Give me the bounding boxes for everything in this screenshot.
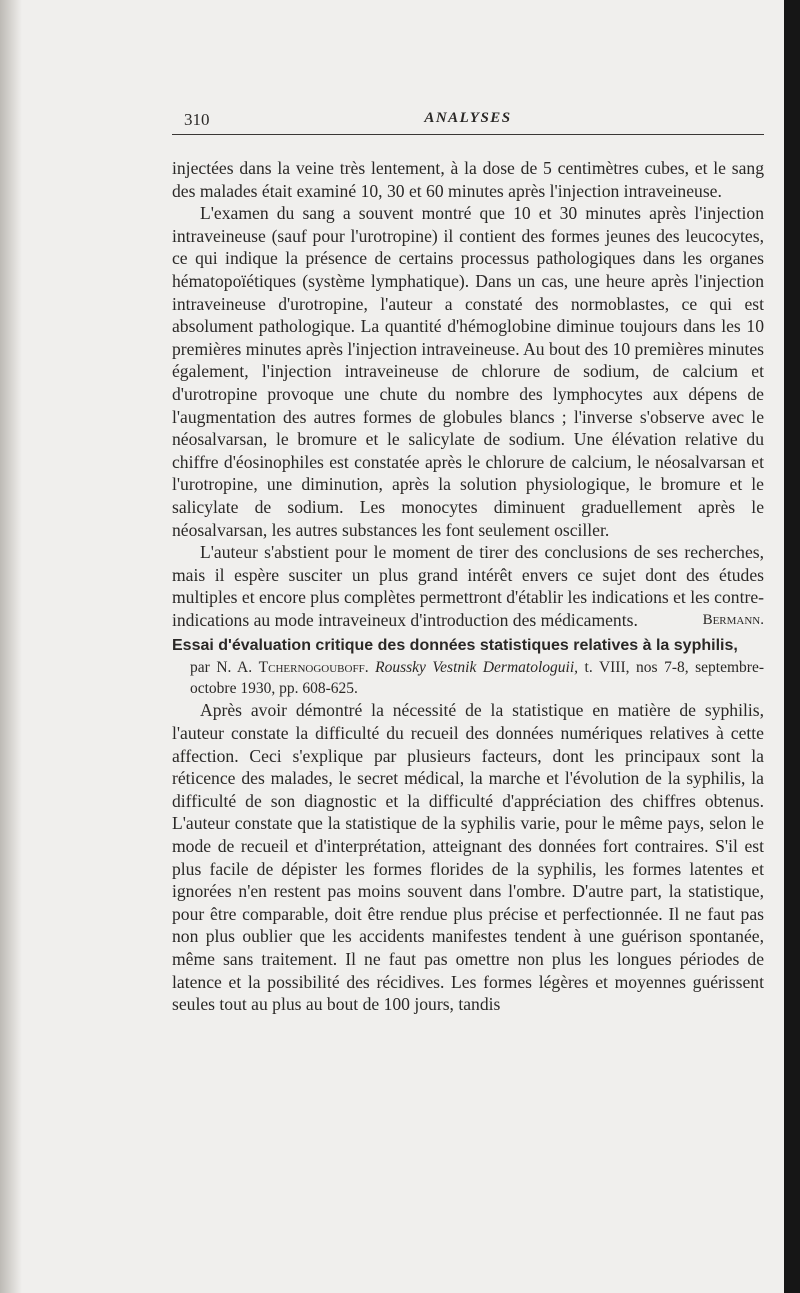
citation-details: t. VIII, nos 7-8, septembre-octobre 1930, pp. 608-625. — [190, 659, 764, 698]
page-edge — [784, 0, 800, 1293]
article-title: Essai d'évaluation critique des données statistiques relatives à la syphilis, — [172, 637, 738, 655]
paragraph-conclusion: L'auteur s'abstient pour le moment de tirer des conclusions de ses recherches, mais il espère susciter un plus grand intérêt envers ce sujet dont des études multiples et encore plus complètes permettront d'établir les indications et les contre-indications au mode intraveineux d'introduction des médicaments. — [172, 542, 764, 630]
page-body — [172, 157, 764, 1016]
page-number: 310 — [184, 110, 210, 129]
paragraph: L'examen du sang a souvent montré que 10 et 30 minutes après l'injection intraveineuse (sauf pour l'urotropine) il contient des formes jeunes des leucocytes, ce qui indique la présence de certains processus pathologiques dans les organes hématopoïétiques (système lymphatique). Dans un cas, une heure après l'injection intraveineuse d'urotropine, l'auteur a constaté des normoblastes, ce qui est absolument pathologique. La quantité d'hémoglobine diminue toujours dans les 10 premières minutes après l'injection intraveineuse. Au bout des 10 premières minutes également, l'injection intraveineuse de chlorure de sodium, de calcium et d'urotropine provoque une chute du nombre des lymphocytes aux dépens de l'augmentation des autres formes de globules blancs ; l'inverse s'observe avec le néosalvarsan, le bromure et le salicylate de sodium. Une élévation relative du chiffre d'éosinophiles est constatée après le chlorure de calcium, le néosalvarsan et l'urotropine, une diminution, après la solution physiologique, le bromure et le salicylate de sodium. Les monocytes diminuent graduellement après le néosalvarsan, les autres substances les font seulement osciller. — [172, 203, 764, 540]
running-title: ANALYSES — [424, 110, 512, 126]
page-header — [172, 110, 764, 135]
citation-by: par N. A. — [190, 659, 259, 677]
paragraph-continuation: injectées dans la veine très lentement, à la dose de 5 centimètres cubes, et le sang des malades était examiné 10, 30 et 60 minutes après l'injection intraveineuse. — [172, 158, 764, 201]
citation-author: Tchernogouboff. — [258, 659, 369, 677]
citation — [172, 657, 764, 699]
book-binding-shadow — [0, 0, 22, 1293]
paragraph-review: Après avoir démontré la nécessité de la statistique en matière de syphilis, l'auteur constate la difficulté du recueil des données numériques relatives à cette affection. Ceci s'explique par plusieurs facteurs, dont les principaux sont la réticence des malades, le secret médical, la marche et l'évolution de la syphilis, la difficulté de son diagnostic et la difficulté d'appréciation des chiffres obtenus. L'auteur constate que la statistique de la syphilis varie, pour le même pays, selon le mode de recueil et d'interprétation, atteignant des données fort contraires. S'il est plus facile de dépister les formes florides de la syphilis, les formes latentes et ignorées n'en restent pas moins souvent dans l'ombre. D'autre part, la statistique, pour être comparable, doit être rendue plus précise et perfectionnée. Il ne faut pas non plus oublier que les accidents manifestes tendent à une guérison spontanée, même sans traitement. Il ne faut pas omettre non plus les longues périodes de latence et la possibilité des récidives. Les formes légères et moyennes guérissent seules tout au plus au bout de 100 jours, tandis — [172, 700, 764, 1015]
author-signature: Bermann. — [702, 611, 764, 628]
citation-journal: Roussky Vestnik Dermatologuii, — [375, 659, 578, 677]
document-page — [172, 110, 764, 1016]
